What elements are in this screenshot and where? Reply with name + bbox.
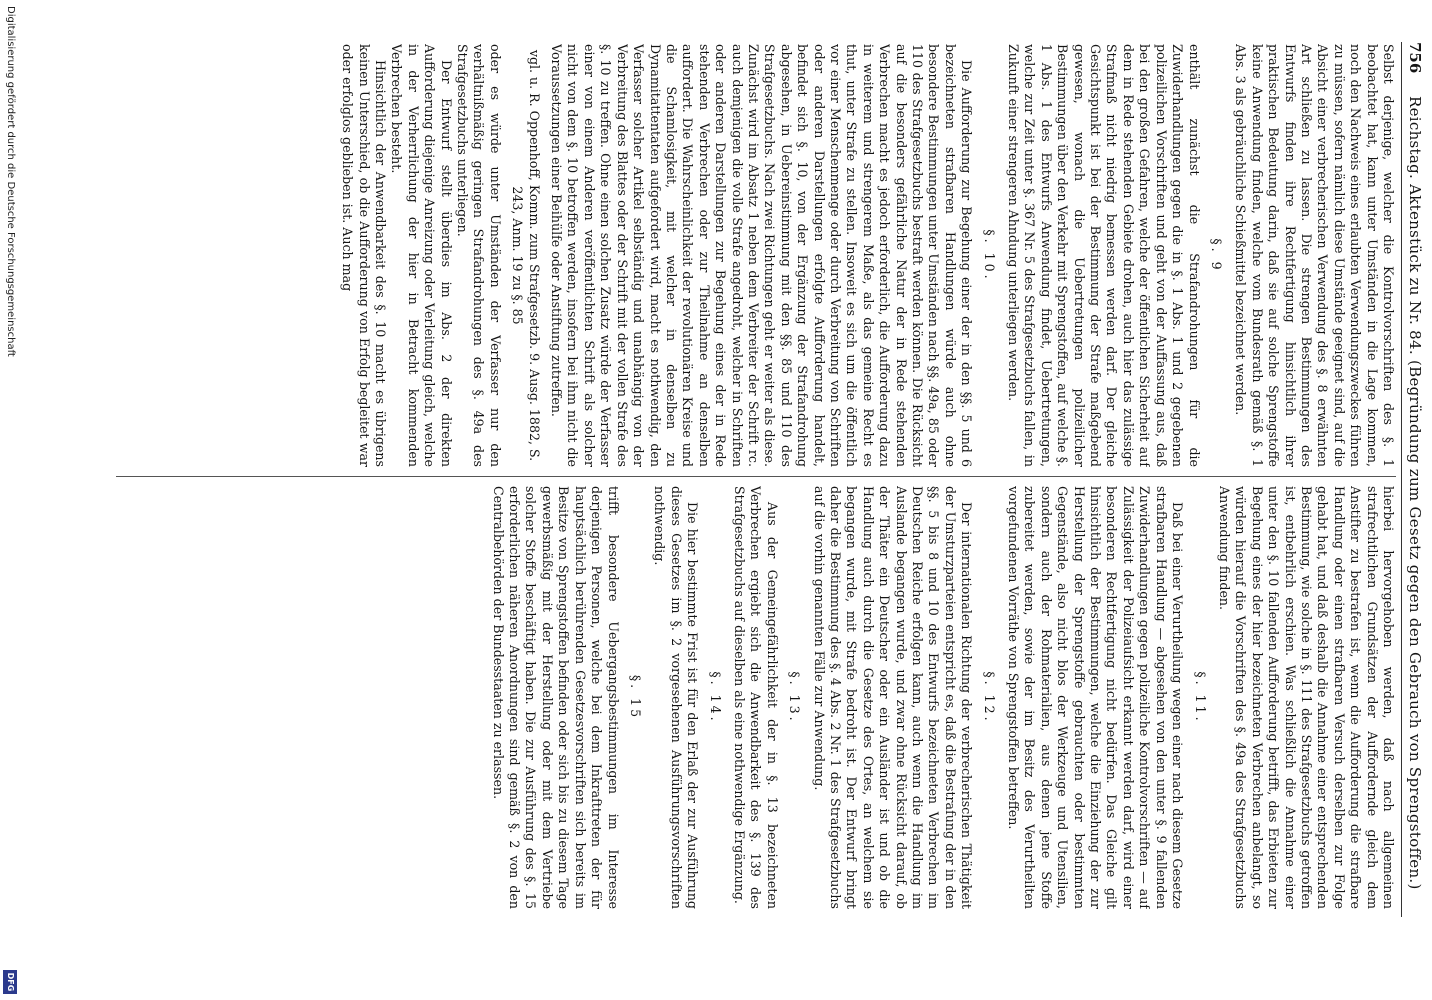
paragraph: Aus der Gemeingefährlichkeit der in §. 13 bezeichneten Verbrechen ergiebt sich die Anwendbarkeit des §. 139 des Strafgesetzbuchs auf dieselben als eine nothwendige Ergänzung.: [731, 486, 780, 909]
paragraph: trifft besondere Uebergangsbestimmungen im Interesse derjenigen Personen, welche bei dem Inkrafttreten der für hauptsächlich berührenden Gesetzesvorschriften sich bereits im Besitze von Sprengstoffen befinden oder sich bis zu diesem Tage gewerbsmäßig mit der Herstellung oder mit dem Vertriebe solcher Stoffe beschäftigt haben. Die zur Ausführung des §. 15 erforderlichen näheren Anordnungen sind gemäß §. 2 von den Centralbehörden der Bundesstaaten zu erlassen.: [490, 486, 621, 909]
paragraph: Die Aufforderung zur Begehung einer der in den §§. 5 und 6 bezeichneten strafbaren Handlungen würde auch ohne besondere Bestimmungen unter Umständen nach §§. 49a, 85 oder 110 des Strafgesetzbuchs bestraft werden können. Die Rücksicht auf die besonders gefährliche Natur der in Rede stehenden Verbrechen macht es jedoch erforderlich, die Aufforderung dazu in weiterem und strengerem Maße, als das gemeine Recht es thut, unter Strafe zu stellen. Insoweit es sich um die öffentlich vor einer Menschenmenge oder durch Verbreitung von Schriften oder anderen Darstellungen erfolgte Aufforderung handelt, befindet sich §. 10, von der Ergänzung der Strafandrohung abgesehen, in Uebereinstimmung mit den §§. 85 und 110 des Strafgesetzbuchs. Nach zwei Richtungen geht er weiter als diese. Zunächst wird im Absatz 1 neben dem Verbreiter der Schrift rc. auch demjenigen die volle Strafe angedroht, welcher in Schriften oder anderen Darstellungen zur Begehung eines der in Rede stehenden Verbrechen oder zur Theilnahme an denselben auffordert. Die Wahrscheinlichkeit der revolutionären Kreise und die Schamlosigkeit, mit welcher in denselben zu Dynamitattentaten aufgefordert wird, macht es nothwendig, den Verfasser solcher Artikel selbständig und unabhängig von der Verbreitung des Blattes oder der Schrift mit der vollen Strafe des §. 10 zu treffen. Ohne einen solchen Zusatz würde der Verfasser einer von einem Anderen veröffentlichten Schrift als solcher nicht von dem §. 10 betroffen werden, insofern bei ihm nicht die Voraussetzungen einer Beihülfe oder Anstiftung zutreffen.: [549, 44, 975, 467]
paragraph: Selbst derjenige, welcher die Kontrolvorschriften des §. 1 beobachtet hat, kann unter Umständen in die Lage kommen, noch den Nachweis eines erlaubten Verwendungszweckes führen zu müssen, sofern nämlich diese Umstände geeignet sind, auf die Absicht einer verbrecherischen Verwendung des §. 8 erwähnten Art schließen zu lassen. Die strengen Bestimmungen des Entwurfs finden ihre Rechtfertigung hinsichtlich ihrer praktischen Bedeutung darin, daß sie auf solche Sprengstoffe keine Anwendung finden, welche vom Bundesrath gemäß §. 1 Abs. 3 als gebräuchliche Schießmittel bezeichnet werden.: [1233, 44, 1396, 467]
citation-reference: vgl. u. R. Oppenhoff, Komm. zum Strafgesetzb. 9. Ausg. 1882, S. 243, Anm. 19 zu §. 85: [510, 49, 542, 462]
digitization-credit: [0, 0, 20, 1000]
paragraph: hierbei hervorgehoben werden, daß nach allgemeinen strafrechtlichen Grundsätzen der Auffordernde gleich dem Anstifter zu bestrafen ist, wenn die Aufforderung die strafbare Handlung oder einen strafbaren Versuch derselben zur Folge gehabt hat, und daß deshalb die Annahme einer entsprechenden Bestimmung, wie solche in §. 111 des Strafgesetzbuchs getroffen ist, entbehrlich erschien. Was schließlich die Annahme einer unter den §. 10 fallenden Aufforderung betrifft, das Erbieten zur Begehung eines der hier bezeichneten Verbrechen anbelangt, so würden hierauf die Vorschriften des §. 49a des Strafgesetzbuchs Anwendung finden.: [1216, 486, 1396, 909]
page-header: [1404, 0, 1426, 1000]
paragraph: Daß bei einer Verurtheilung wegen einer nach diesem Gesetze strafbaren Handlung — abgesehen von den unter §. 9 fallenden Zuwiderhandlungen gegen polizeiliche Kontrolvorschriften — auf Zulässigkeit der Polizeiaufsicht erkannt werden darf, wird einer besonderen Rechtfertigung nicht bedürfen. Das Gleiche gilt hinsichtlich der Bestimmungen, welche die Einziehung der zur Herstellung der Sprengstoffe gebrauchten oder bestimmten Gegenstände, also nicht blos der Werkzeuge und Utensilien, sondern auch der Rohmaterialien, aus denen jene Stoffe zubereitet werden, sowie der im Besitz des Verurtheilten vorgefundenen Vorräthe von Sprengstoffen betreffen.: [1006, 486, 1186, 909]
paragraph: Die hier bestimmte Frist ist für den Erlaß der zur Ausführung dieses Gesetzes im §. 2 vorgesehenen Ausführungsvorschriften nothwendig.: [652, 486, 701, 909]
section-heading-12: §. 12.: [981, 671, 997, 724]
running-title: Reichstag. Aktenstück zu Nr. 84. (Begründung zum Gesetz gegen den Gebrauch von Sprengstoffen.): [1406, 96, 1424, 890]
paragraph: oder es würde unter Umständen der Verfasser nur den verhältnißmäßig geringen Strafandrohungen des §. 49a des Strafgesetzbuchs unterliegen.: [455, 44, 503, 467]
credit-text: Digitalisierung gefördert durch die Deutsche Forschungsgemeinschaft: [5, 6, 16, 357]
paragraph: Der Entwurf stellt überdies im Abs. 2 der direkten Aufforderung diejenige Anreizung oder Verleitung gleich, welche in der Verherrlichung der hier in Betracht kommenden Verbrechen besteht.: [389, 44, 454, 467]
dfg-logo: DFG: [3, 970, 17, 994]
header-rule: [1401, 42, 1402, 917]
paragraph: Hinsichtlich der Anwendbarkeit des §. 10 macht es übrigens keinen Unterschied, ob die Aufforderung von Erfolg begleitet war oder erfolglos geblieben ist. Auch mag: [340, 44, 389, 467]
column-divider: [116, 476, 1396, 477]
section-heading-9: §. 9: [1208, 238, 1224, 273]
left-column: [76, 44, 1396, 467]
section-heading-15: §. 15: [627, 674, 643, 721]
section-heading-10: §. 10.: [981, 229, 997, 282]
paragraph: Der internationalen Richtung der verbrecherischen Thätigkeit der Umsturzparteien entspricht es, daß die Bestrafung der in den §§. 5 bis 8 und 10 des Entwurfs bezeichneten Verbrechen im Deutschen Reiche erfolgen kann, auch wenn die Handlung im Auslande begangen wurde, und zwar ohne Rücksicht darauf, ob der Thäter ein Deutscher oder ein Ausländer ist und ob die Handlung auch durch die Gesetze des Ortes, an welchem sie begangen wurde, mit Strafe bedroht ist. Der Entwurf bringt daher die Bestimmung des §. 4 Abs. 2 Nr. 1 des Strafgesetzbuchs auf die vorhin genannten Fälle zur Anwendung.: [811, 486, 975, 909]
section-heading-13: §. 13.: [787, 671, 803, 724]
section-heading-11: §. 11.: [1192, 671, 1208, 724]
paragraph: enthält zunächst die Strafandrohungen für die Zuwiderhandlungen gegen die in §. 1 Abs. 1 und 2 gegebenen polizeilichen Vorschriften und geht von der Auffassung aus, daß bei den großen Gefahren, welche der öffentlichen Sicherheit auf dem in Rede stehenden Gebiete drohen, auch hier das zulässige Strafmaß nicht niedrig bemessen werden darf. Der gleiche Gesichtspunkt ist bei der Bestimmung der Strafe maßgebend gewesen, wonach die Uebertretungen polizeilicher Bestimmungen über den Verkehr mit Sprengstoffen, auf welche §. 1 Abs. 1 des Entwurfs Anwendung findet, Uebertretungen, welche zur Zeit unter §. 367 Nr. 5 des Strafgesetzbuchs fallen, in Zukunft einer strengeren Ahndung unterliegen werden.: [1006, 44, 1202, 467]
section-heading-14: §. 14.: [707, 671, 723, 724]
right-column: [76, 486, 1396, 909]
page-number: 756: [1406, 42, 1424, 74]
